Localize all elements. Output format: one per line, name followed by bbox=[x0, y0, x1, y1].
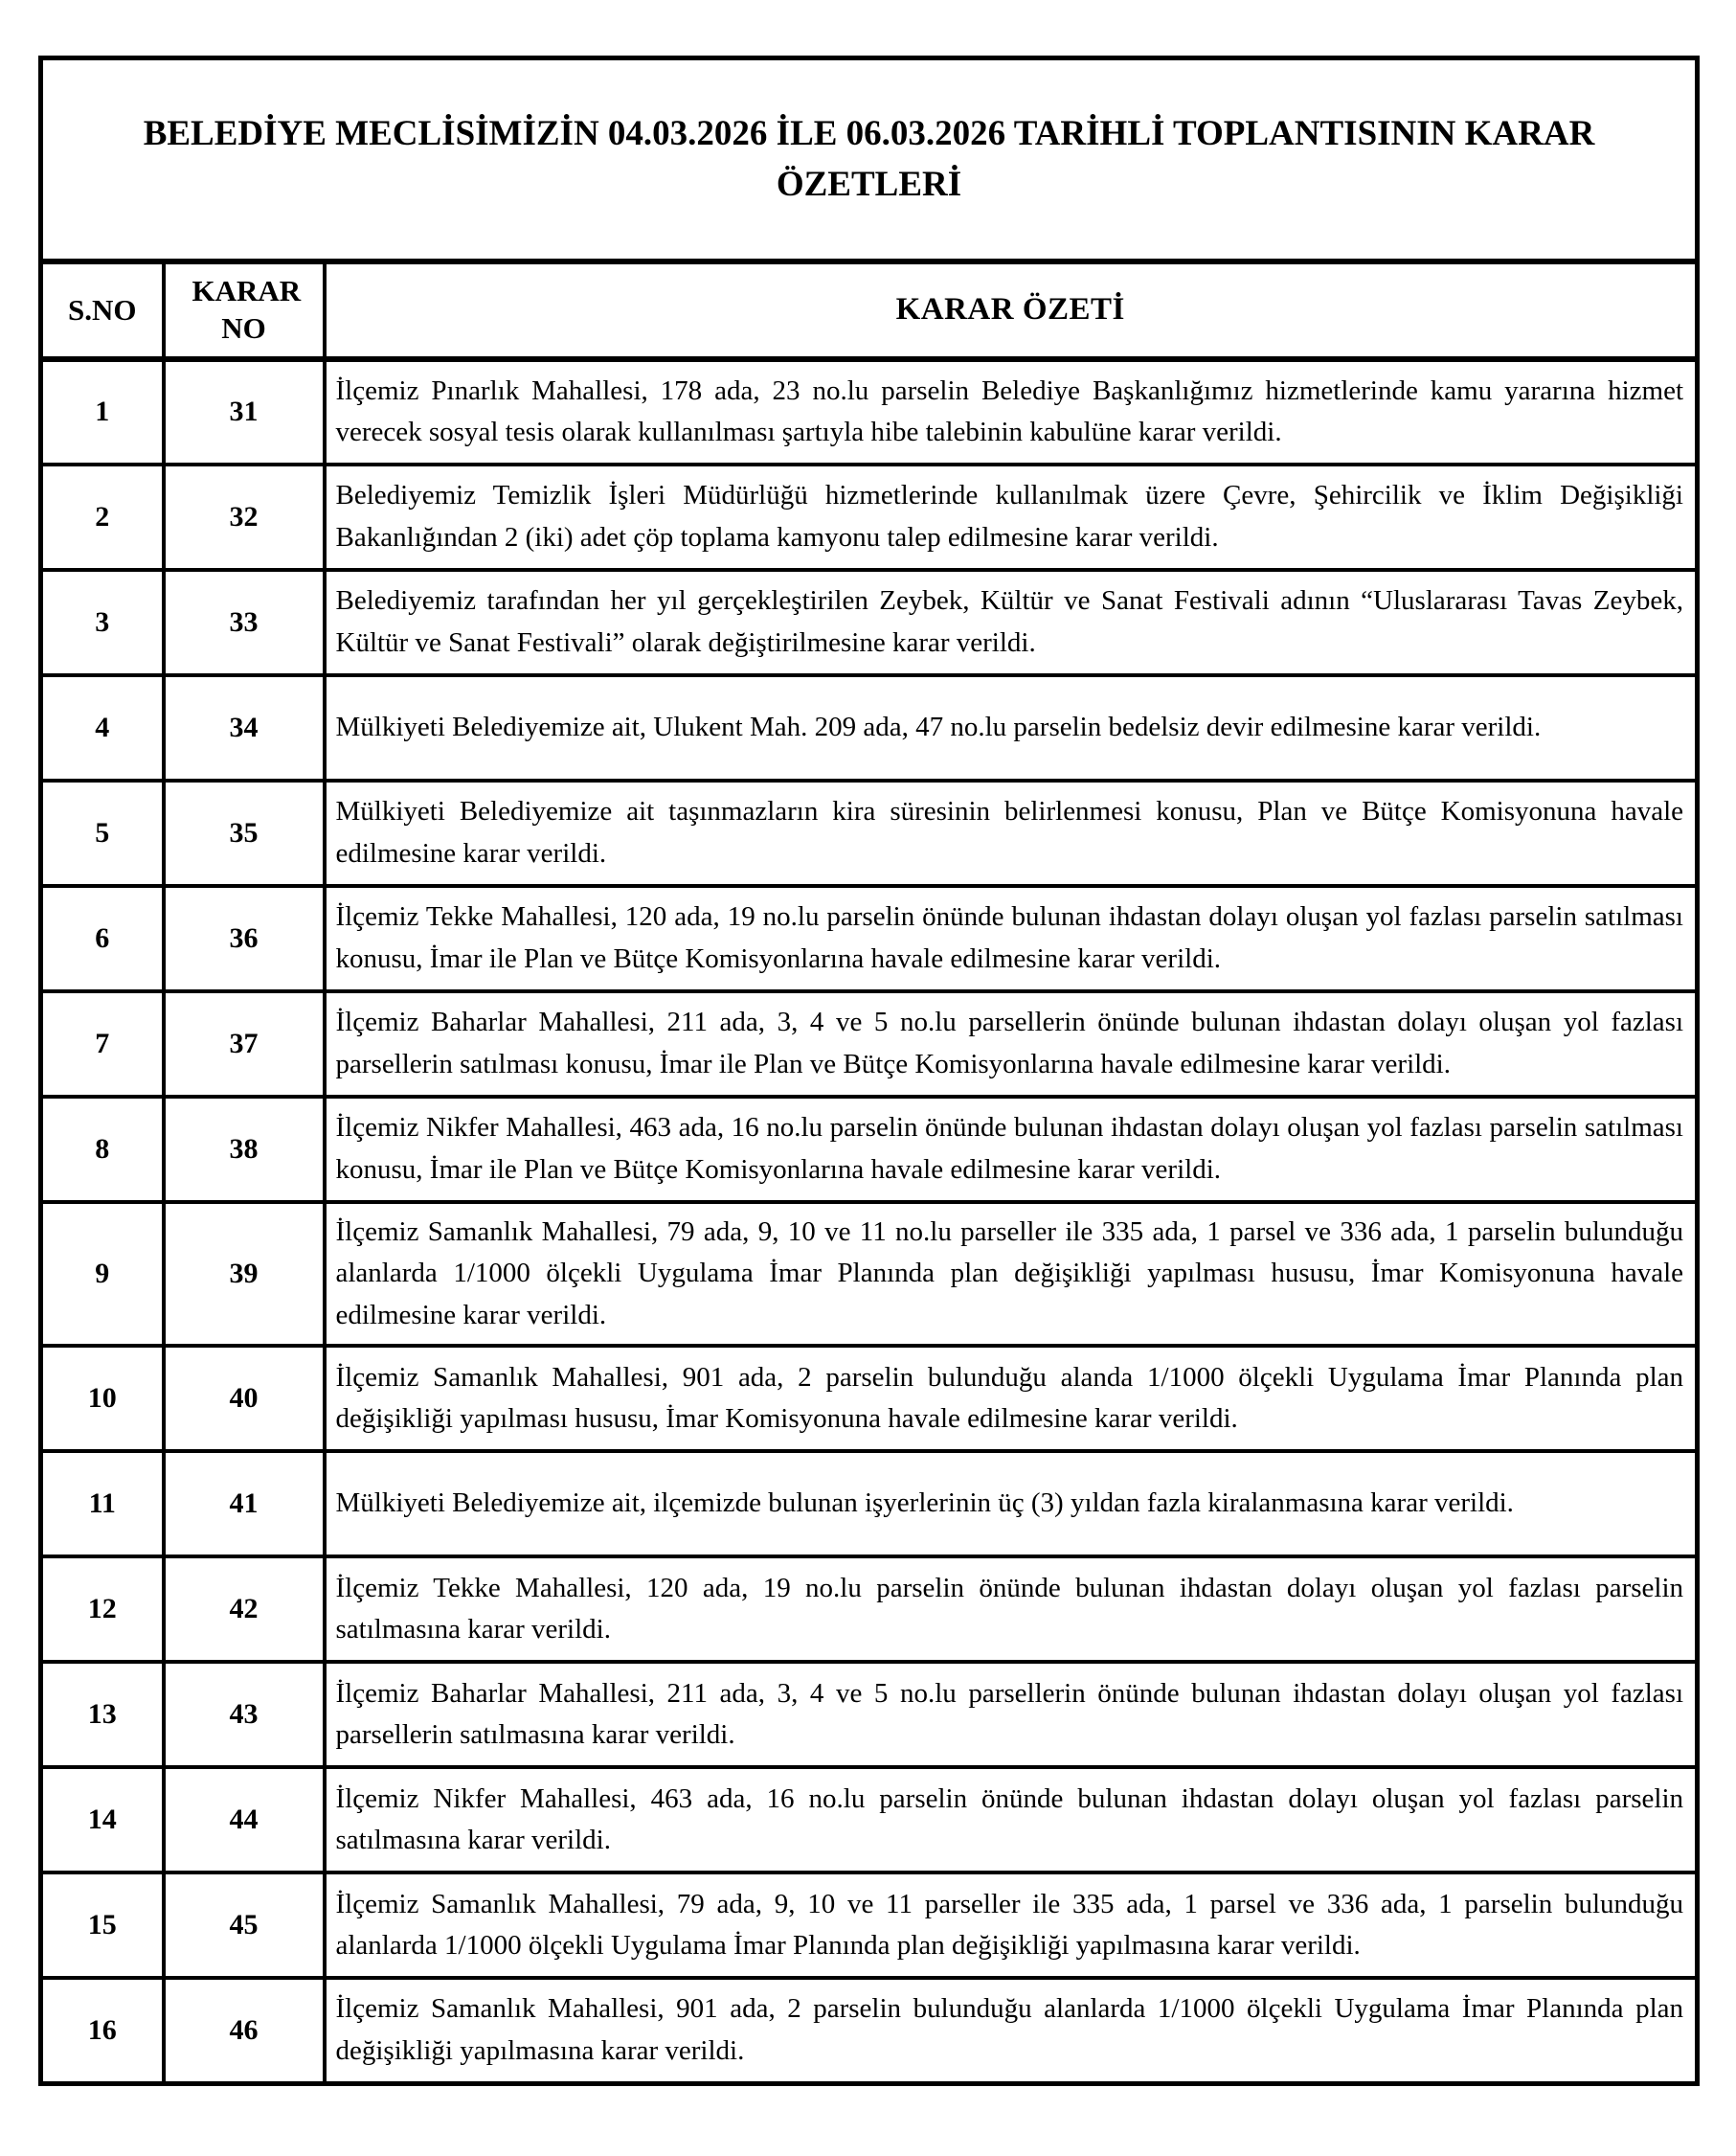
decision-summary-document bbox=[38, 56, 1700, 2086]
row-karar-ozeti: İlçemiz Samanlık Mahallesi, 79 ada, 9, 10 ve 11 no.lu parseller ile 335 ada, 1 parsel ve 336 ada, 1 parselin bulunduğu alanlarda 1/1000 ölçekli Uygulama İmar Planında plan değişikliği yapılması hususu, İmar Komisyonuna havale edilmesine karar verildi. bbox=[325, 1202, 1698, 1347]
row-sno: 3 bbox=[41, 570, 164, 675]
col-header-karar-ozeti: KARAR ÖZETİ bbox=[325, 261, 1698, 359]
row-karar-ozeti: İlçemiz Nikfer Mahallesi, 463 ada, 16 no.lu parselin önünde bulunan ihdastan dolayı oluşan yol fazlası parselin satılması konusu, İmar ile Plan ve Bütçe Komisyonlarına havale edilmesine karar verildi. bbox=[325, 1097, 1698, 1202]
row-sno: 12 bbox=[41, 1556, 164, 1662]
row-sno: 16 bbox=[41, 1978, 164, 2083]
table-row bbox=[41, 886, 1698, 991]
row-karar-ozeti: İlçemiz Samanlık Mahallesi, 901 ada, 2 parselin bulunduğu alanlarda 1/1000 ölçekli Uygulama İmar Planında plan değişikliği yapılmasına karar verildi. bbox=[325, 1978, 1698, 2083]
row-karar-ozeti: İlçemiz Baharlar Mahallesi, 211 ada, 3, 4 ve 5 no.lu parsellerin önünde bulunan ihdastan dolayı oluşan yol fazlası parsellerin satılması konusu, İmar ile Plan ve Bütçe Komisyonlarına havale edilmesine karar verildi. bbox=[325, 991, 1698, 1097]
page-title: BELEDİYE MECLİSİMİZİN 04.03.2026 İLE 06.03.2026 TARİHLİ TOPLANTISININ KARAR ÖZETLERİ bbox=[41, 58, 1698, 261]
title-row bbox=[41, 58, 1698, 261]
row-karar-no: 40 bbox=[164, 1346, 325, 1451]
table-row bbox=[41, 1346, 1698, 1451]
row-karar-no: 42 bbox=[164, 1556, 325, 1662]
row-karar-ozeti: İlçemiz Samanlık Mahallesi, 901 ada, 2 parselin bulunduğu alanda 1/1000 ölçekli Uygulama İmar Planında plan değişikliği yapılması hususu, İmar Komisyonuna havale edilmesine karar verildi. bbox=[325, 1346, 1698, 1451]
col-header-karar-no: KARAR NO bbox=[164, 261, 325, 359]
row-karar-no: 38 bbox=[164, 1097, 325, 1202]
row-karar-no: 36 bbox=[164, 886, 325, 991]
row-sno: 1 bbox=[41, 359, 164, 465]
column-header-row bbox=[41, 261, 1698, 359]
table-row bbox=[41, 1097, 1698, 1202]
row-sno: 15 bbox=[41, 1872, 164, 1978]
row-karar-ozeti: Mülkiyeti Belediyemize ait, ilçemizde bulunan işyerlerinin üç (3) yıldan fazla kiralanmasına karar verildi. bbox=[325, 1451, 1698, 1556]
row-karar-ozeti: İlçemiz Pınarlık Mahallesi, 178 ada, 23 no.lu parselin Belediye Başkanlığımız hizmetlerinde kamu yararına hizmet verecek sosyal tesis olarak kullanılması şartıyla hibe talebinin kabulüne karar verildi. bbox=[325, 359, 1698, 465]
row-karar-no: 46 bbox=[164, 1978, 325, 2083]
table-row bbox=[41, 1662, 1698, 1767]
row-karar-ozeti: Belediyemiz tarafından her yıl gerçekleştirilen Zeybek, Kültür ve Sanat Festivali adının “Uluslararası Tavas Zeybek, Kültür ve Sanat Festivali” olarak değiştirilmesine karar verildi. bbox=[325, 570, 1698, 675]
row-karar-no: 32 bbox=[164, 465, 325, 570]
row-sno: 7 bbox=[41, 991, 164, 1097]
row-karar-no: 35 bbox=[164, 781, 325, 886]
row-karar-ozeti: Mülkiyeti Belediyemize ait taşınmazların kira süresinin belirlenmesi konusu, Plan ve Bütçe Komisyonuna havale edilmesine karar verildi. bbox=[325, 781, 1698, 886]
table-row bbox=[41, 1872, 1698, 1978]
table-row bbox=[41, 570, 1698, 675]
row-karar-no: 43 bbox=[164, 1662, 325, 1767]
row-sno: 8 bbox=[41, 1097, 164, 1202]
row-karar-no: 33 bbox=[164, 570, 325, 675]
table-row bbox=[41, 781, 1698, 886]
row-sno: 5 bbox=[41, 781, 164, 886]
row-karar-ozeti: İlçemiz Tekke Mahallesi, 120 ada, 19 no.lu parselin önünde bulunan ihdastan dolayı oluşan yol fazlası parselin satılmasına karar verildi. bbox=[325, 1556, 1698, 1662]
table-row bbox=[41, 1556, 1698, 1662]
table-row bbox=[41, 1767, 1698, 1872]
table-head bbox=[41, 58, 1698, 359]
row-karar-ozeti: İlçemiz Tekke Mahallesi, 120 ada, 19 no.lu parselin önünde bulunan ihdastan dolayı oluşan yol fazlası parselin satılması konusu, İmar ile Plan ve Bütçe Komisyonlarına havale edilmesine karar verildi. bbox=[325, 886, 1698, 991]
decisions-table bbox=[38, 56, 1700, 2086]
decision-rows bbox=[41, 359, 1698, 2084]
row-karar-no: 39 bbox=[164, 1202, 325, 1347]
row-karar-no: 34 bbox=[164, 675, 325, 781]
table-row bbox=[41, 465, 1698, 570]
row-karar-no: 45 bbox=[164, 1872, 325, 1978]
table-row bbox=[41, 1978, 1698, 2083]
row-sno: 11 bbox=[41, 1451, 164, 1556]
row-karar-ozeti: İlçemiz Nikfer Mahallesi, 463 ada, 16 no.lu parselin önünde bulunan ihdastan dolayı oluşan yol fazlası parselin satılmasına karar verildi. bbox=[325, 1767, 1698, 1872]
col-header-sno: S.NO bbox=[41, 261, 164, 359]
table-row bbox=[41, 1451, 1698, 1556]
row-karar-no: 44 bbox=[164, 1767, 325, 1872]
row-karar-ozeti: Belediyemiz Temizlik İşleri Müdürlüğü hizmetlerinde kullanılmak üzere Çevre, Şehircilik ve İklim Değişikliği Bakanlığından 2 (iki) adet çöp toplama kamyonu talep edilmesine karar verildi. bbox=[325, 465, 1698, 570]
row-sno: 4 bbox=[41, 675, 164, 781]
row-karar-no: 41 bbox=[164, 1451, 325, 1556]
table-row bbox=[41, 991, 1698, 1097]
row-sno: 2 bbox=[41, 465, 164, 570]
row-karar-no: 31 bbox=[164, 359, 325, 465]
row-sno: 14 bbox=[41, 1767, 164, 1872]
row-sno: 9 bbox=[41, 1202, 164, 1347]
table-row bbox=[41, 1202, 1698, 1347]
row-sno: 13 bbox=[41, 1662, 164, 1767]
table-row bbox=[41, 359, 1698, 465]
row-sno: 6 bbox=[41, 886, 164, 991]
table-row bbox=[41, 675, 1698, 781]
row-karar-no: 37 bbox=[164, 991, 325, 1097]
row-karar-ozeti: Mülkiyeti Belediyemize ait, Ulukent Mah. 209 ada, 47 no.lu parselin bedelsiz devir edilmesine karar verildi. bbox=[325, 675, 1698, 781]
row-karar-ozeti: İlçemiz Samanlık Mahallesi, 79 ada, 9, 10 ve 11 parseller ile 335 ada, 1 parsel ve 336 ada, 1 parselin bulunduğu alanlarda 1/1000 ölçekli Uygulama İmar Planında plan değişikliği yapılmasına karar verildi. bbox=[325, 1872, 1698, 1978]
row-karar-ozeti: İlçemiz Baharlar Mahallesi, 211 ada, 3, 4 ve 5 no.lu parsellerin önünde bulunan ihdastan dolayı oluşan yol fazlası parsellerin satılmasına karar verildi. bbox=[325, 1662, 1698, 1767]
row-sno: 10 bbox=[41, 1346, 164, 1451]
